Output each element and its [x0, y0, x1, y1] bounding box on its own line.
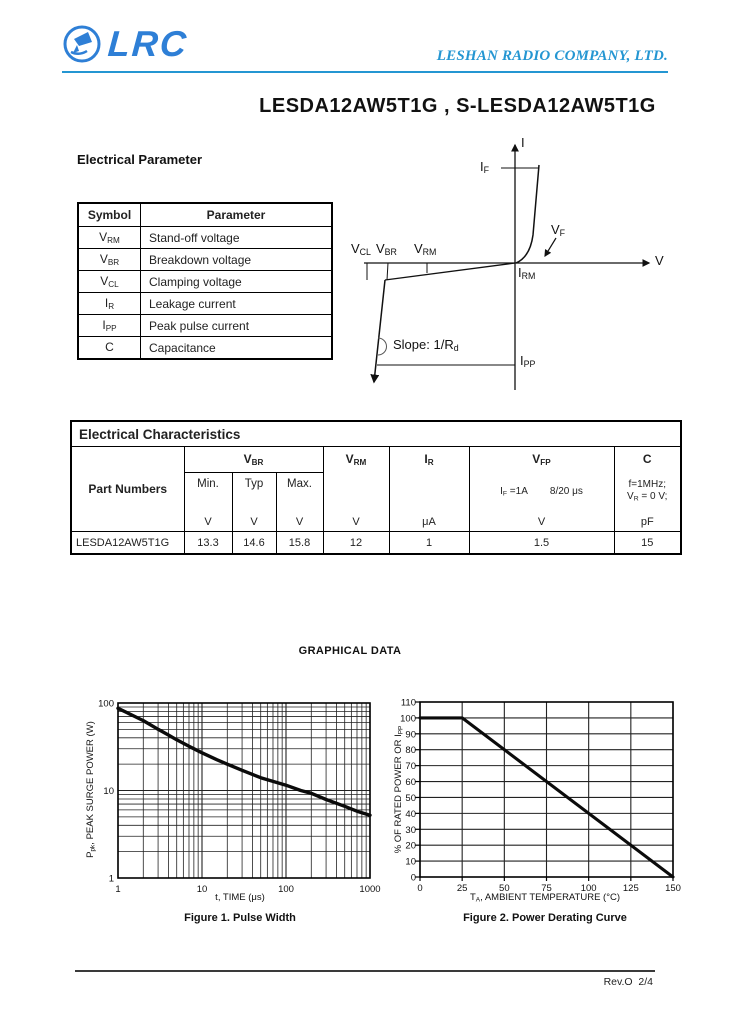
symbol-main: V	[100, 273, 109, 288]
electrical-characteristics-table	[70, 420, 682, 555]
svg-text:0: 0	[417, 883, 423, 894]
table-row	[78, 249, 332, 271]
svg-text:1: 1	[115, 884, 121, 895]
vfp-condition: $I_F =1A$ 8/20 μs	[500, 485, 583, 498]
company-name: LESHAN RADIO COMPANY, LTD.	[436, 48, 668, 64]
figure-1-pulse-width	[70, 686, 390, 936]
svg-text:50: 50	[499, 883, 510, 894]
c-condition: f=1MHz; $V_R = 0$ V;	[627, 478, 668, 503]
part-numbers-header: Part Numbers	[71, 447, 184, 532]
vbr-max-value: 15.8	[276, 532, 323, 555]
vbr-typ-value: 14.6	[232, 532, 276, 555]
table-row	[78, 293, 332, 315]
vrm-label: $V_{RM}$	[414, 241, 437, 258]
vcl-label: $V_{CL}$	[351, 241, 371, 258]
parameter-cell: Stand-off voltage	[141, 227, 333, 249]
table-row	[78, 315, 332, 337]
fig1-chart	[70, 686, 390, 901]
ir-header	[389, 447, 469, 532]
parameter-cell: Leakage current	[141, 293, 333, 315]
svg-text:50: 50	[405, 792, 416, 804]
c-unit: pF	[640, 516, 654, 528]
vi-diagram-lines	[348, 132, 670, 400]
svg-text:150: 150	[665, 883, 681, 894]
table-row	[78, 227, 332, 249]
svg-text:100: 100	[98, 698, 114, 710]
symbol-sub: RM	[107, 236, 120, 246]
fig1-y-axis-title: $P_{pk}$, PEAK SURGE POWER (W)	[84, 721, 97, 858]
svg-text:60: 60	[405, 777, 416, 789]
symbol-sub: PP	[105, 324, 117, 334]
fig1-caption: Figure 1. Pulse Width	[184, 912, 296, 924]
vrm-value: 12	[323, 532, 389, 555]
symbol-main: V	[99, 229, 108, 244]
svg-text:100: 100	[278, 884, 294, 895]
char-data-row	[71, 532, 681, 555]
fig2-chart	[390, 686, 690, 901]
char-title-row	[71, 421, 681, 447]
lrc-logo	[62, 22, 188, 66]
lrc-logo-emblem-icon	[62, 22, 104, 66]
vi-characteristic-diagram	[348, 132, 670, 400]
fig1-x-axis-title: t, TIME (μs)	[215, 892, 265, 903]
svg-text:25: 25	[456, 883, 468, 894]
parameter-cell: Capacitance	[141, 337, 333, 360]
vfp-unit: V	[537, 516, 546, 528]
symbol-cell	[78, 293, 141, 315]
svg-text:100: 100	[400, 713, 416, 725]
vbr-min-header: Min. V	[184, 473, 232, 532]
irm-label: $I_{RM}$	[518, 265, 536, 282]
param-col-parameter: Parameter	[141, 203, 333, 227]
electrical-parameter-table	[77, 202, 333, 360]
vfp-header	[469, 447, 614, 532]
vrm-header	[323, 447, 389, 532]
symbol-cell	[78, 337, 141, 360]
i-axis-label: I	[521, 135, 525, 150]
svg-text:1000: 1000	[359, 884, 381, 895]
lrc-logo-text: LRC	[106, 23, 190, 64]
param-col-symbol: Symbol	[78, 203, 141, 227]
electrical-parameter-heading: Electrical Parameter	[77, 152, 203, 167]
if-label: $I_F$	[480, 159, 490, 176]
parameter-cell: Clamping voltage	[141, 271, 333, 293]
table-row	[78, 337, 332, 360]
graphical-data-heading: GRAPHICAL DATA	[298, 645, 402, 657]
revision-page-number: Rev.O 2/4	[603, 976, 653, 988]
svg-text:125: 125	[622, 883, 639, 894]
svg-text:70: 70	[405, 761, 416, 773]
symbol-cell	[78, 315, 141, 337]
c-value: 15	[614, 532, 681, 555]
fig2-caption: Figure 2. Power Derating Curve	[463, 912, 627, 924]
symbol-cell	[78, 271, 141, 293]
svg-text:10: 10	[196, 884, 208, 895]
ir-unit: μA	[422, 516, 436, 528]
part-number-title: LESDA12AW5T1G , S-LESDA12AW5T1G	[259, 95, 656, 117]
figure-2-power-derating	[390, 686, 690, 936]
symbol-main: C	[105, 339, 114, 354]
vbr-min-value: 13.3	[184, 532, 232, 555]
svg-text:10: 10	[103, 786, 114, 797]
header-rule	[62, 71, 668, 73]
vrm-symbol: $V_{RM}$	[345, 452, 367, 468]
svg-text:40: 40	[405, 808, 416, 820]
symbol-cell	[78, 249, 141, 271]
svg-text:100: 100	[580, 883, 597, 894]
svg-text:110: 110	[400, 697, 416, 709]
vbr-label: $V_{BR}$	[376, 241, 397, 258]
ir-symbol: $I_R$	[424, 452, 434, 468]
v-axis-label: V	[655, 253, 664, 268]
svg-text:90: 90	[405, 729, 416, 741]
svg-text:10: 10	[405, 856, 416, 868]
svg-text:80: 80	[405, 745, 416, 757]
symbol-sub: BR	[107, 258, 120, 268]
fig2-x-axis-title: $T_A$, AMBIENT TEMPERATURE (°C)	[469, 892, 621, 904]
vbr-typ-header: Typ V	[232, 473, 276, 532]
footer-rule	[75, 970, 655, 972]
vrm-unit: V	[352, 516, 360, 528]
slope-label: Slope: $1/R_d$	[393, 337, 459, 354]
svg-text:20: 20	[405, 840, 416, 852]
symbol-sub: R	[108, 302, 115, 312]
vbr-max-header: Max. V	[276, 473, 323, 532]
symbol-main: V	[99, 251, 108, 266]
vfp-value: 1.5	[469, 532, 614, 555]
svg-text:75: 75	[541, 883, 552, 894]
vf-label: $V_F$	[551, 222, 566, 239]
parameter-cell: Peak pulse current	[141, 315, 333, 337]
param-header-row	[78, 203, 332, 227]
symbol-sub: CL	[108, 280, 119, 290]
symbol-main: I	[102, 317, 106, 332]
svg-text:30: 30	[405, 824, 416, 836]
symbol-cell	[78, 227, 141, 249]
c-header	[614, 447, 681, 532]
vbr-header: $V_{BR}$	[184, 447, 323, 473]
vfp-symbol: $V_{FP}$	[532, 452, 551, 468]
svg-text:1: 1	[108, 873, 114, 885]
ir-value: 1	[389, 532, 469, 555]
symbol-main: I	[104, 295, 109, 310]
parameter-cell: Breakdown voltage	[141, 249, 333, 271]
ipp-label: $I_{PP}$	[520, 353, 536, 370]
fig2-y-axis-title: % OF RATED POWER OR $I_{PP}$	[392, 725, 405, 854]
part-number-cell: LESDA12AW5T1G	[71, 532, 184, 555]
table-row	[78, 271, 332, 293]
c-symbol: C	[642, 452, 652, 466]
char-header-row	[71, 447, 681, 473]
char-table-heading: Electrical Characteristics	[71, 421, 681, 447]
svg-text:0: 0	[410, 872, 416, 884]
